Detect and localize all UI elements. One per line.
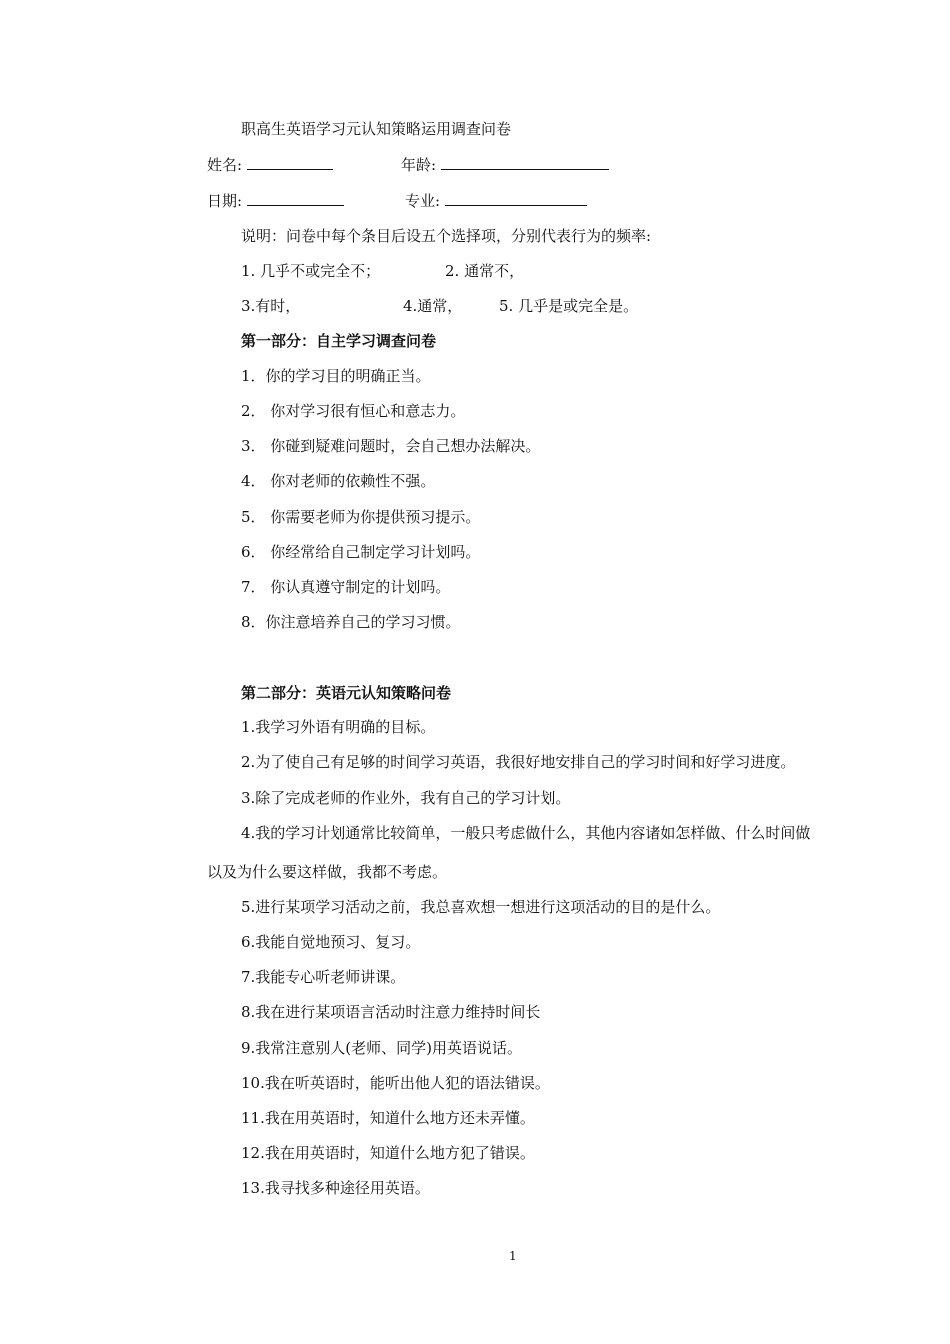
major-blank [445, 190, 587, 206]
part2-item: 7.我能专心听老师讲课。 [241, 968, 406, 986]
part1-item: 1．你的学习目的明确正当。 [241, 367, 431, 385]
option-5: 5. 几乎是或完全是。 [499, 297, 639, 315]
major-label: 专业: [405, 192, 441, 210]
age-field-row [401, 154, 609, 175]
part1-item: 5． 你需要老师为你提供预习提示。 [241, 508, 481, 526]
part2-item: 8.我在进行某项语言活动时注意力维持时间长 [241, 1003, 541, 1021]
instructions-intro: 说明：问卷中每个条目后设五个选择项，分别代表行为的频率: [241, 227, 652, 245]
major-field-row [405, 190, 587, 211]
part2-item: 11.我在用英语时，知道什么地方还未弄懂。 [241, 1109, 535, 1127]
date-blank [247, 190, 344, 206]
part2-item: 10.我在听英语时，能听出他人犯的语法错误。 [241, 1074, 550, 1092]
name-blank [247, 154, 333, 170]
part2-item: 3.除了完成老师的作业外，我有自己的学习计划。 [241, 789, 571, 807]
part1-item: 8．你注意培养自己的学习习惯。 [241, 613, 461, 631]
date-field-row [207, 190, 344, 211]
option-2: 2. 通常不， [445, 262, 525, 280]
page-number: 1 [509, 1249, 517, 1263]
part2-item: 13.我寻找多种途径用英语。 [241, 1179, 430, 1197]
part1-item: 2． 你对学习很有恒心和意志力。 [241, 402, 466, 420]
part2-item: 12.我在用英语时，知道什么地方犯了错误。 [241, 1144, 535, 1162]
part1-item: 4． 你对老师的依赖性不强。 [241, 472, 436, 490]
part2-item-continuation: 以及为什么要这样做，我都不考虑。 [207, 863, 448, 881]
part2-item: 5.进行某项学习活动之前，我总喜欢想一想进行这项活动的目的是什么。 [241, 898, 721, 916]
part2-heading: 第二部分：英语元认知策略问卷 [241, 684, 452, 702]
name-label: 姓名: [207, 156, 243, 174]
part1-item: 6． 你经常给自己制定学习计划吗。 [241, 543, 481, 561]
option-3: 3.有时， [241, 297, 301, 315]
part2-item: 1.我学习外语有明确的目标。 [241, 718, 436, 736]
option-4: 4.通常， [403, 297, 463, 315]
name-field-row [207, 154, 333, 175]
part2-item: 2.为了使自己有足够的时间学习英语，我很好地安排自己的学习时间和好学习进度。 [241, 753, 796, 771]
date-label: 日期: [207, 192, 243, 210]
part2-item: 6.我能自觉地预习、复习。 [241, 933, 421, 951]
part2-item: 9.我常注意别人(老师、同学)用英语说话。 [241, 1039, 523, 1057]
part1-item: 3． 你碰到疑难问题时，会自己想办法解决。 [241, 437, 541, 455]
part1-item: 7． 你认真遵守制定的计划吗。 [241, 578, 451, 596]
document-title: 职高生英语学习元认知策略运用调查问卷 [241, 120, 512, 138]
age-blank [441, 154, 609, 170]
part1-heading: 第一部分：自主学习调查问卷 [241, 332, 437, 350]
option-1: 1. 几乎不或完全不； [241, 262, 381, 280]
part2-item: 4.我的学习计划通常比较简单，一般只考虑做什么，其他内容诸如怎样做、什么时间做 [241, 824, 811, 842]
age-label: 年龄: [401, 156, 437, 174]
